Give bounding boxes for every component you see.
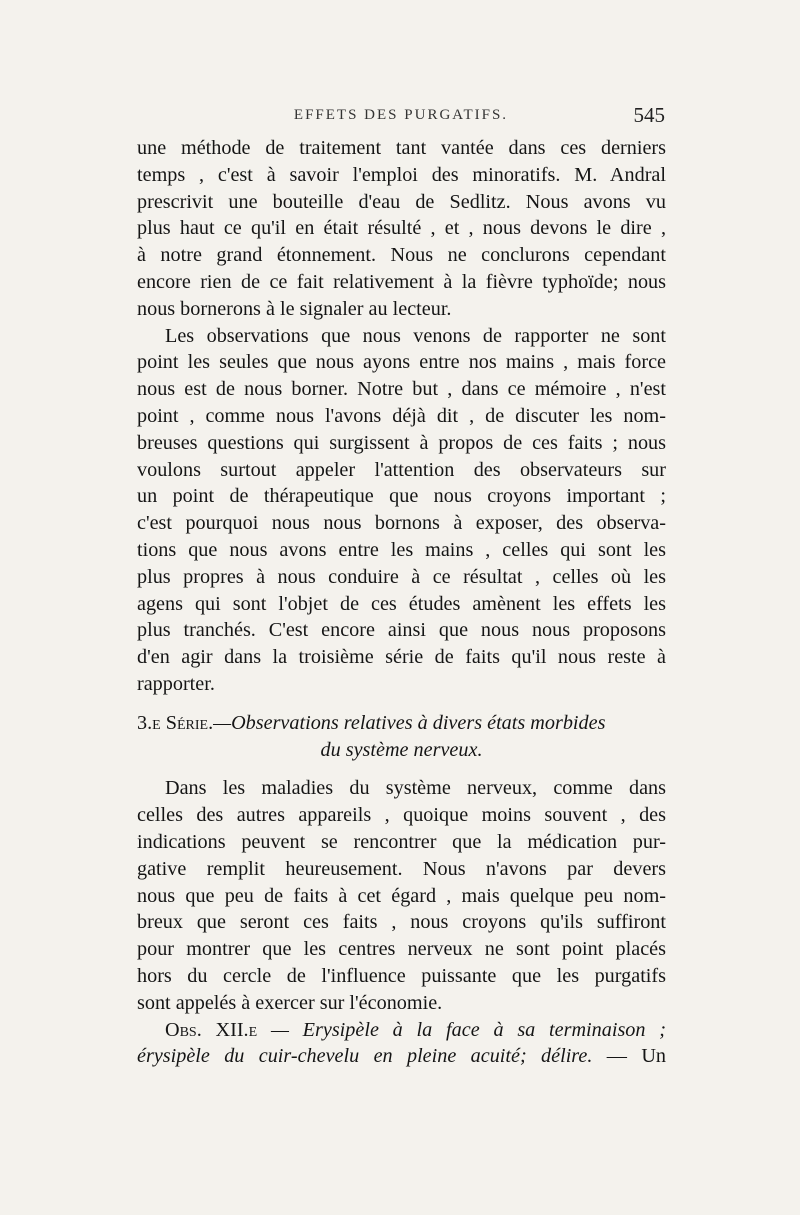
running-head: EFFETS DES PURGATIFS.	[293, 107, 509, 123]
paragraph-1	[137, 135, 666, 323]
text-line: indications peuvent se rencontrer que la médication pur-	[137, 830, 666, 853]
observation-title: — Erysipèle à la face à sa terminaison ;	[270, 1018, 666, 1041]
text-line: prescrivit une bouteille d'eau de Sedlitz. Nous avons vu	[137, 190, 666, 213]
text-line: temps , c'est à savoir l'emploi des minoratifs. M. Andral	[137, 163, 666, 186]
text-line: celles des autres appareils , quoique moins souvent , des	[137, 804, 666, 827]
text-line: c'est pourquoi nous nous bornons à exposer, des observa-	[137, 512, 666, 535]
section-title: —Observations relatives à divers états morbides	[213, 711, 606, 734]
text-line: agens qui sont l'objet de ces études amènent les effets les	[137, 592, 666, 615]
text-line: breux que seront ces faits , nous croyons qu'ils suffiront	[137, 911, 666, 934]
observation-tail: — Un	[606, 1045, 667, 1068]
text-line: point , comme nous l'avons déjà dit , de discuter les nom-	[137, 404, 666, 427]
observation-label: Obs. XII.e	[165, 1018, 258, 1041]
text-line: Les observations que nous venons de rapporter ne sont	[165, 324, 666, 347]
text-line: gative remplit heureusement. Nous n'avons par devers	[137, 857, 666, 880]
observation-line	[137, 1017, 666, 1044]
text-line: hors du cercle de l'influence puissante que les purgatifs	[137, 964, 666, 987]
text-line: tions que nous avons entre les mains , celles qui sont les	[137, 538, 666, 561]
text-line: plus tranchés. C'est encore ainsi que nous nous proposons	[137, 619, 666, 642]
text-line: d'en agir dans la troisième série de faits qu'il nous reste à	[137, 646, 666, 669]
text-line: plus propres à nous conduire à ce résultat , celles où les	[137, 565, 666, 588]
text-line: rapporter.	[137, 672, 215, 695]
section-label: 3.e Série.	[137, 711, 214, 734]
observation-title-continued: érysipèle du cuir-chevelu en pleine acuité; délire.	[137, 1045, 593, 1068]
paragraph-3	[137, 775, 666, 1016]
paragraph-2	[137, 323, 666, 698]
text-line: voulons surtout appeler l'attention des observateurs sur	[137, 458, 666, 481]
text-line: à notre grand étonnement. Nous ne conclurons cependant	[137, 244, 666, 267]
text-line: une méthode de traitement tant vantée dans ces derniers	[137, 137, 666, 159]
body-text	[137, 135, 666, 1070]
page-header	[137, 103, 665, 129]
section-title-continued: du système nerveux.	[320, 738, 483, 761]
section-heading	[137, 710, 666, 764]
text-line: sont appelés à exercer sur l'économie.	[137, 991, 443, 1014]
spacer	[137, 763, 666, 775]
text-line: plus haut ce qu'il en était résulté , et , nous devons le dire ,	[137, 217, 666, 240]
observation-heading	[137, 1017, 666, 1071]
text-line: nous bornerons à le signaler au lecteur.	[137, 297, 452, 320]
text-line: breuses questions qui surgissent à propos de ces faits ; nous	[137, 431, 666, 454]
text-line: un point de thérapeutique que nous croyons important ;	[137, 485, 666, 508]
section-heading-line	[137, 710, 666, 737]
page-number: 545	[633, 103, 665, 127]
text-line: pour montrer que les centres nerveux ne sont point placés	[137, 938, 666, 961]
text-line: Dans les maladies du système nerveux, comme dans	[165, 777, 666, 800]
text-line: encore rien de ce fait relativement à la fièvre typhoïde; nous	[137, 270, 666, 293]
observation-line	[137, 1043, 666, 1070]
text-line: nous est de nous borner. Notre but , dans ce mémoire , n'est	[137, 378, 666, 401]
text-line: point les seules que nous ayons entre nos mains , mais force	[137, 351, 666, 374]
text-line: nous que peu de faits à cet égard , mais quelque peu nom-	[137, 884, 666, 907]
